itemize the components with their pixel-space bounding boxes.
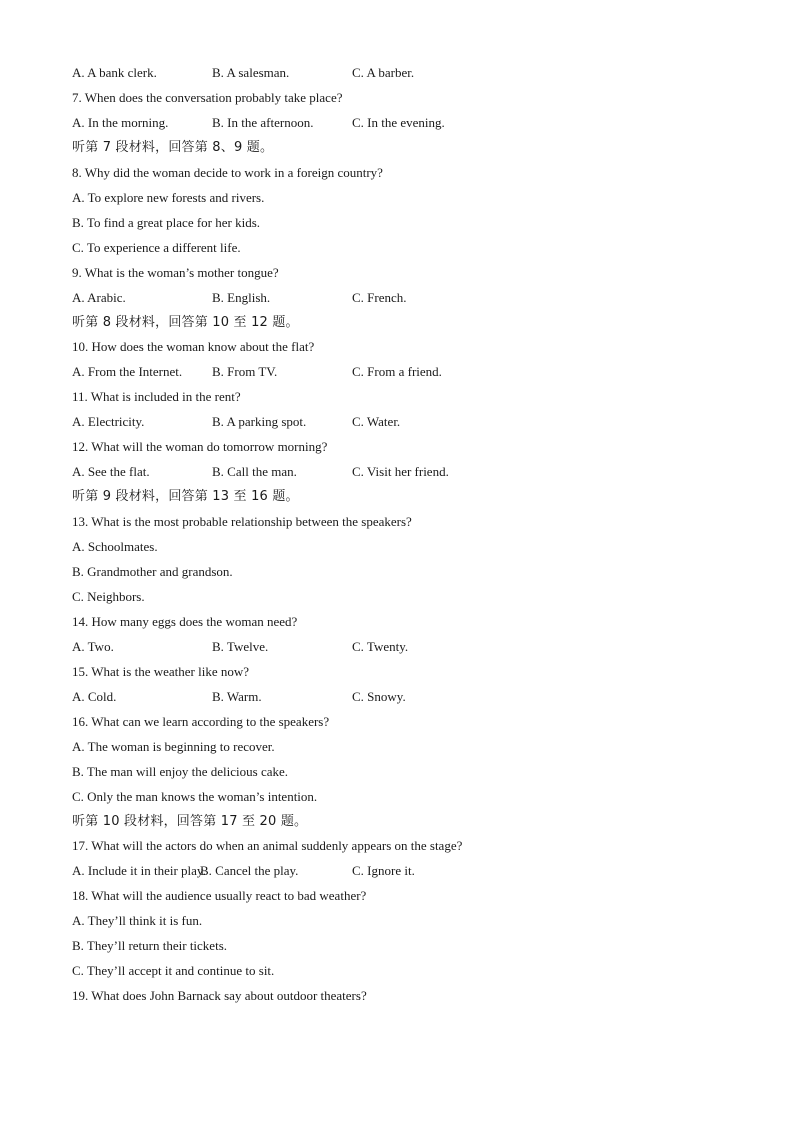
- text-line: C. Only the man knows the woman’s intention.: [72, 788, 318, 804]
- text-line: 15. What is the weather like now?: [72, 663, 250, 679]
- option-a: A. From the Internet.: [72, 364, 183, 380]
- option-c: C. Snowy.: [352, 688, 406, 704]
- text-line: 12. What will the woman do tomorrow morning?: [72, 439, 328, 455]
- text-line: B. To find a great place for her kids.: [72, 214, 261, 230]
- option-c: C. Water.: [352, 414, 401, 430]
- text-line: C. Neighbors.: [72, 588, 145, 604]
- option-b: B. Call the man.: [212, 464, 297, 480]
- option-b: B. A salesman.: [212, 65, 290, 80]
- text-line: 9. What is the woman’s mother tongue?: [72, 264, 279, 280]
- option-c: C. Visit her friend.: [352, 464, 449, 480]
- text-line: 19. What does John Barnack say about outdoor theaters?: [72, 988, 367, 1004]
- option-b: B. English.: [212, 289, 271, 305]
- option-b: B. Twelve.: [212, 638, 269, 654]
- section-heading: 听第 10 段材料，回答第 17 至 20 题。: [72, 813, 308, 829]
- text-line: C. They’ll accept it and continue to sit.: [72, 963, 275, 979]
- option-c: C. French.: [352, 289, 407, 305]
- option-b: B. In the afternoon.: [212, 114, 314, 130]
- option-c: C. Twenty.: [352, 638, 409, 654]
- text-line: 8. Why did the woman decide to work in a foreign country?: [72, 164, 383, 180]
- section-heading: 听第 7 段材料，回答第 8、9 题。: [72, 139, 274, 155]
- option-a: A. Arabic.: [72, 289, 126, 305]
- option-a: A. Cold.: [72, 688, 117, 704]
- text-line: 11. What is included in the rent?: [72, 389, 241, 405]
- option-a: A. Include it in their play.: [72, 863, 206, 879]
- text-line: 7. When does the conversation probably take place?: [72, 89, 343, 105]
- text-line: 13. What is the most probable relationship between the speakers?: [72, 514, 412, 530]
- text-line: B. Grandmother and grandson.: [72, 564, 233, 579]
- text-line: A. Schoolmates.: [72, 539, 158, 555]
- section-heading: 听第 8 段材料，回答第 10 至 12 题。: [72, 314, 299, 330]
- option-b: B. Cancel the play.: [200, 863, 299, 879]
- option-c: C. In the evening.: [352, 114, 445, 130]
- option-b: B. Warm.: [212, 688, 262, 704]
- option-a: A. Two.: [72, 638, 114, 654]
- text-line: 16. What can we learn according to the speakers?: [72, 713, 330, 729]
- option-b: B. From TV.: [212, 364, 278, 380]
- option-b: B. A parking spot.: [212, 414, 307, 430]
- option-a: A. Electricity.: [72, 414, 145, 430]
- option-c: C. A barber.: [352, 65, 415, 80]
- text-line: 14. How many eggs does the woman need?: [72, 613, 298, 629]
- option-a: A. A bank clerk.: [72, 65, 157, 80]
- text-line: 17. What will the actors do when an animal suddenly appears on the stage?: [72, 838, 463, 854]
- option-a: A. In the morning.: [72, 114, 169, 130]
- option-c: C. From a friend.: [352, 364, 442, 380]
- option-c: C. Ignore it.: [352, 863, 415, 879]
- section-heading: 听第 9 段材料，回答第 13 至 16 题。: [72, 489, 299, 505]
- text-line: B. The man will enjoy the delicious cake.: [72, 763, 289, 779]
- text-line: 10. How does the woman know about the flat?: [72, 339, 315, 355]
- text-line: A. They’ll think it is fun.: [72, 913, 203, 929]
- text-line: A. The woman is beginning to recover.: [72, 738, 275, 754]
- text-line: A. To explore new forests and rivers.: [72, 189, 265, 205]
- text-line: C. To experience a different life.: [72, 239, 241, 255]
- text-line: 18. What will the audience usually react to bad weather?: [72, 888, 367, 904]
- option-a: A. See the flat.: [72, 464, 150, 480]
- text-line: B. They’ll return their tickets.: [72, 938, 227, 954]
